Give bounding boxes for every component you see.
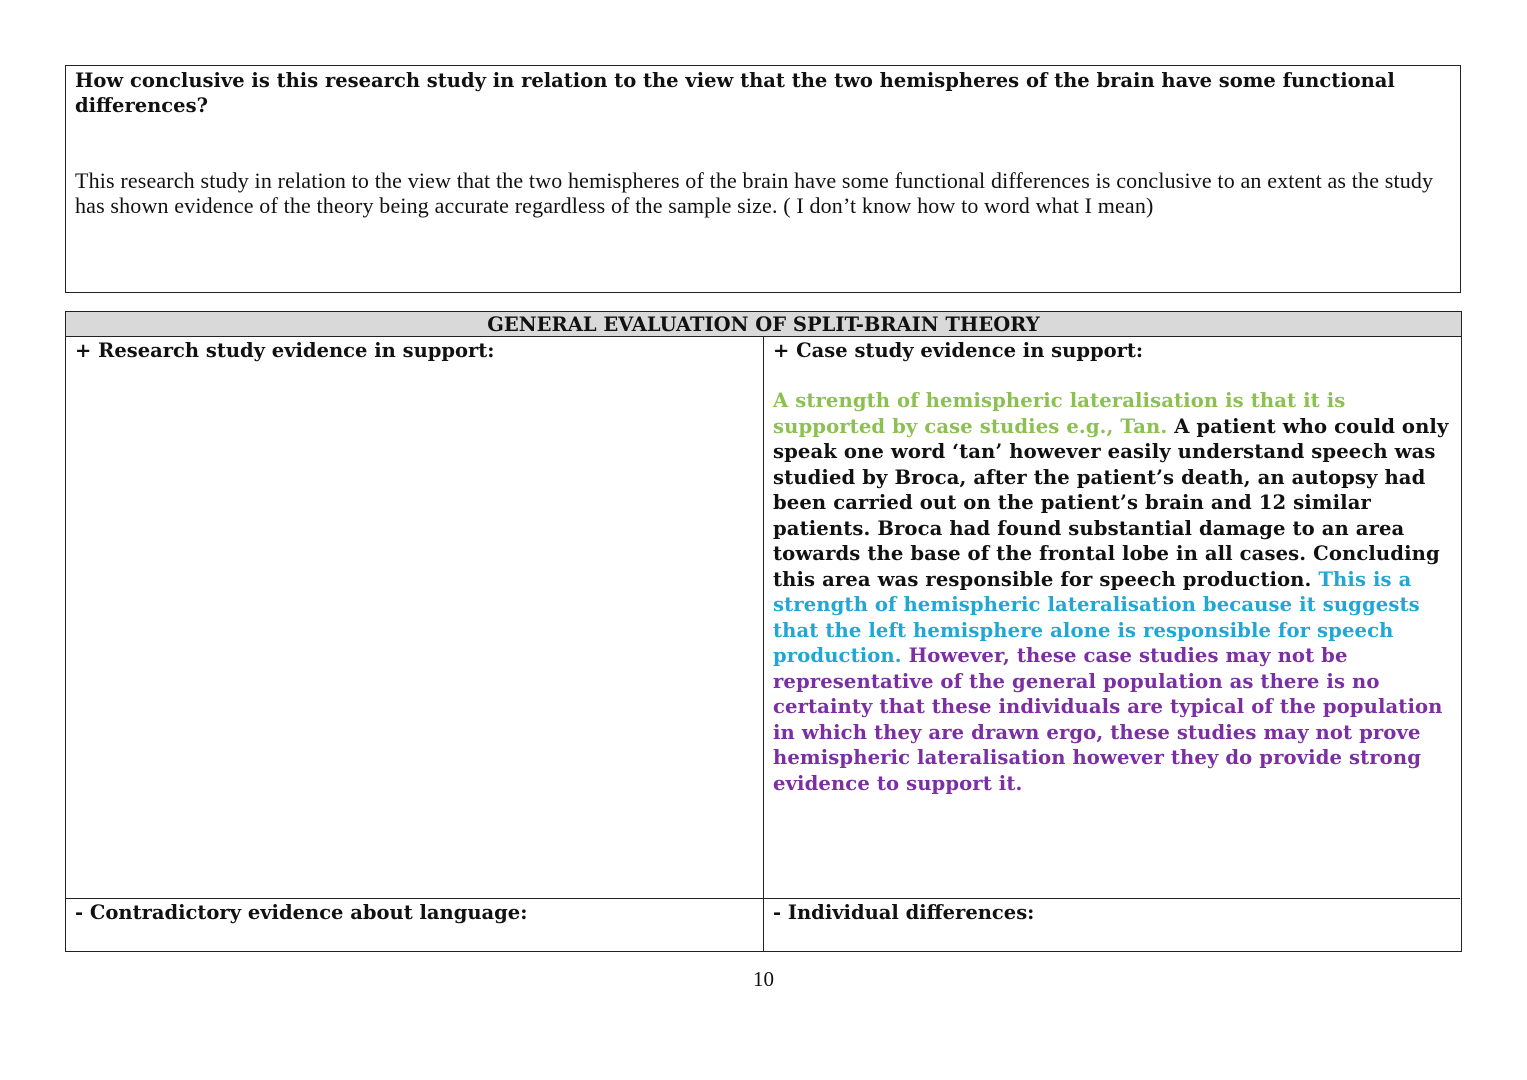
question-text: How conclusive is this research study in relation to the view that the two hemispheres of the brain have some functional differences? xyxy=(75,69,1395,117)
evaluation-table xyxy=(65,311,1462,952)
research-support-heading: + Research study evidence in support: xyxy=(75,339,495,362)
case-text-black: A patient who could only speak one word ‘tan’ however easily understand speech was studied by Broca, after the patient’s death, an autopsy had been carried out on the patient’s brain and 12 similar patients. Broca had found substantial damage to an area towards the base of the frontal lobe in all cases. Concluding this area was responsible for speech production. xyxy=(773,414,1449,591)
answer-text: This research study in relation to the view that the two hemispheres of the brain have some functional differences is conclusive to an extent as the study has shown evidence of the theory being accurate regardless of the sample size. ( I don’t know how to word what I mean) xyxy=(75,168,1434,218)
individual-differences-cell xyxy=(764,899,1460,951)
question-box xyxy=(65,65,1461,293)
research-support-cell xyxy=(66,337,764,899)
contradictory-heading: - Contradictory evidence about language: xyxy=(75,901,528,924)
case-support-cell xyxy=(764,337,1460,899)
case-support-paragraph xyxy=(773,388,1451,796)
case-text-purple: However, these case studies may not be representative of the general population as there is no certainty that these individuals are typical of the population in which they are drawn ergo, these studies may not prove hemispheric lateralisation however they do provide strong evidence to support it. xyxy=(773,644,1443,795)
case-text-green: A strength of hemispheric lateralisation is that it is supported by case studies e.g., Tan. xyxy=(773,389,1346,438)
contradictory-cell xyxy=(66,899,764,951)
individual-differences-heading: - Individual differences: xyxy=(773,901,1035,924)
case-text-blue: This is a strength of hemispheric lateralisation because it suggests that the left hemisphere alone is responsible for speech production. xyxy=(773,567,1420,667)
case-support-heading: + Case study evidence in support: xyxy=(773,339,1144,362)
evaluation-title: GENERAL EVALUATION OF SPLIT-BRAIN THEORY xyxy=(66,312,1461,337)
page-number: 10 xyxy=(753,967,774,991)
